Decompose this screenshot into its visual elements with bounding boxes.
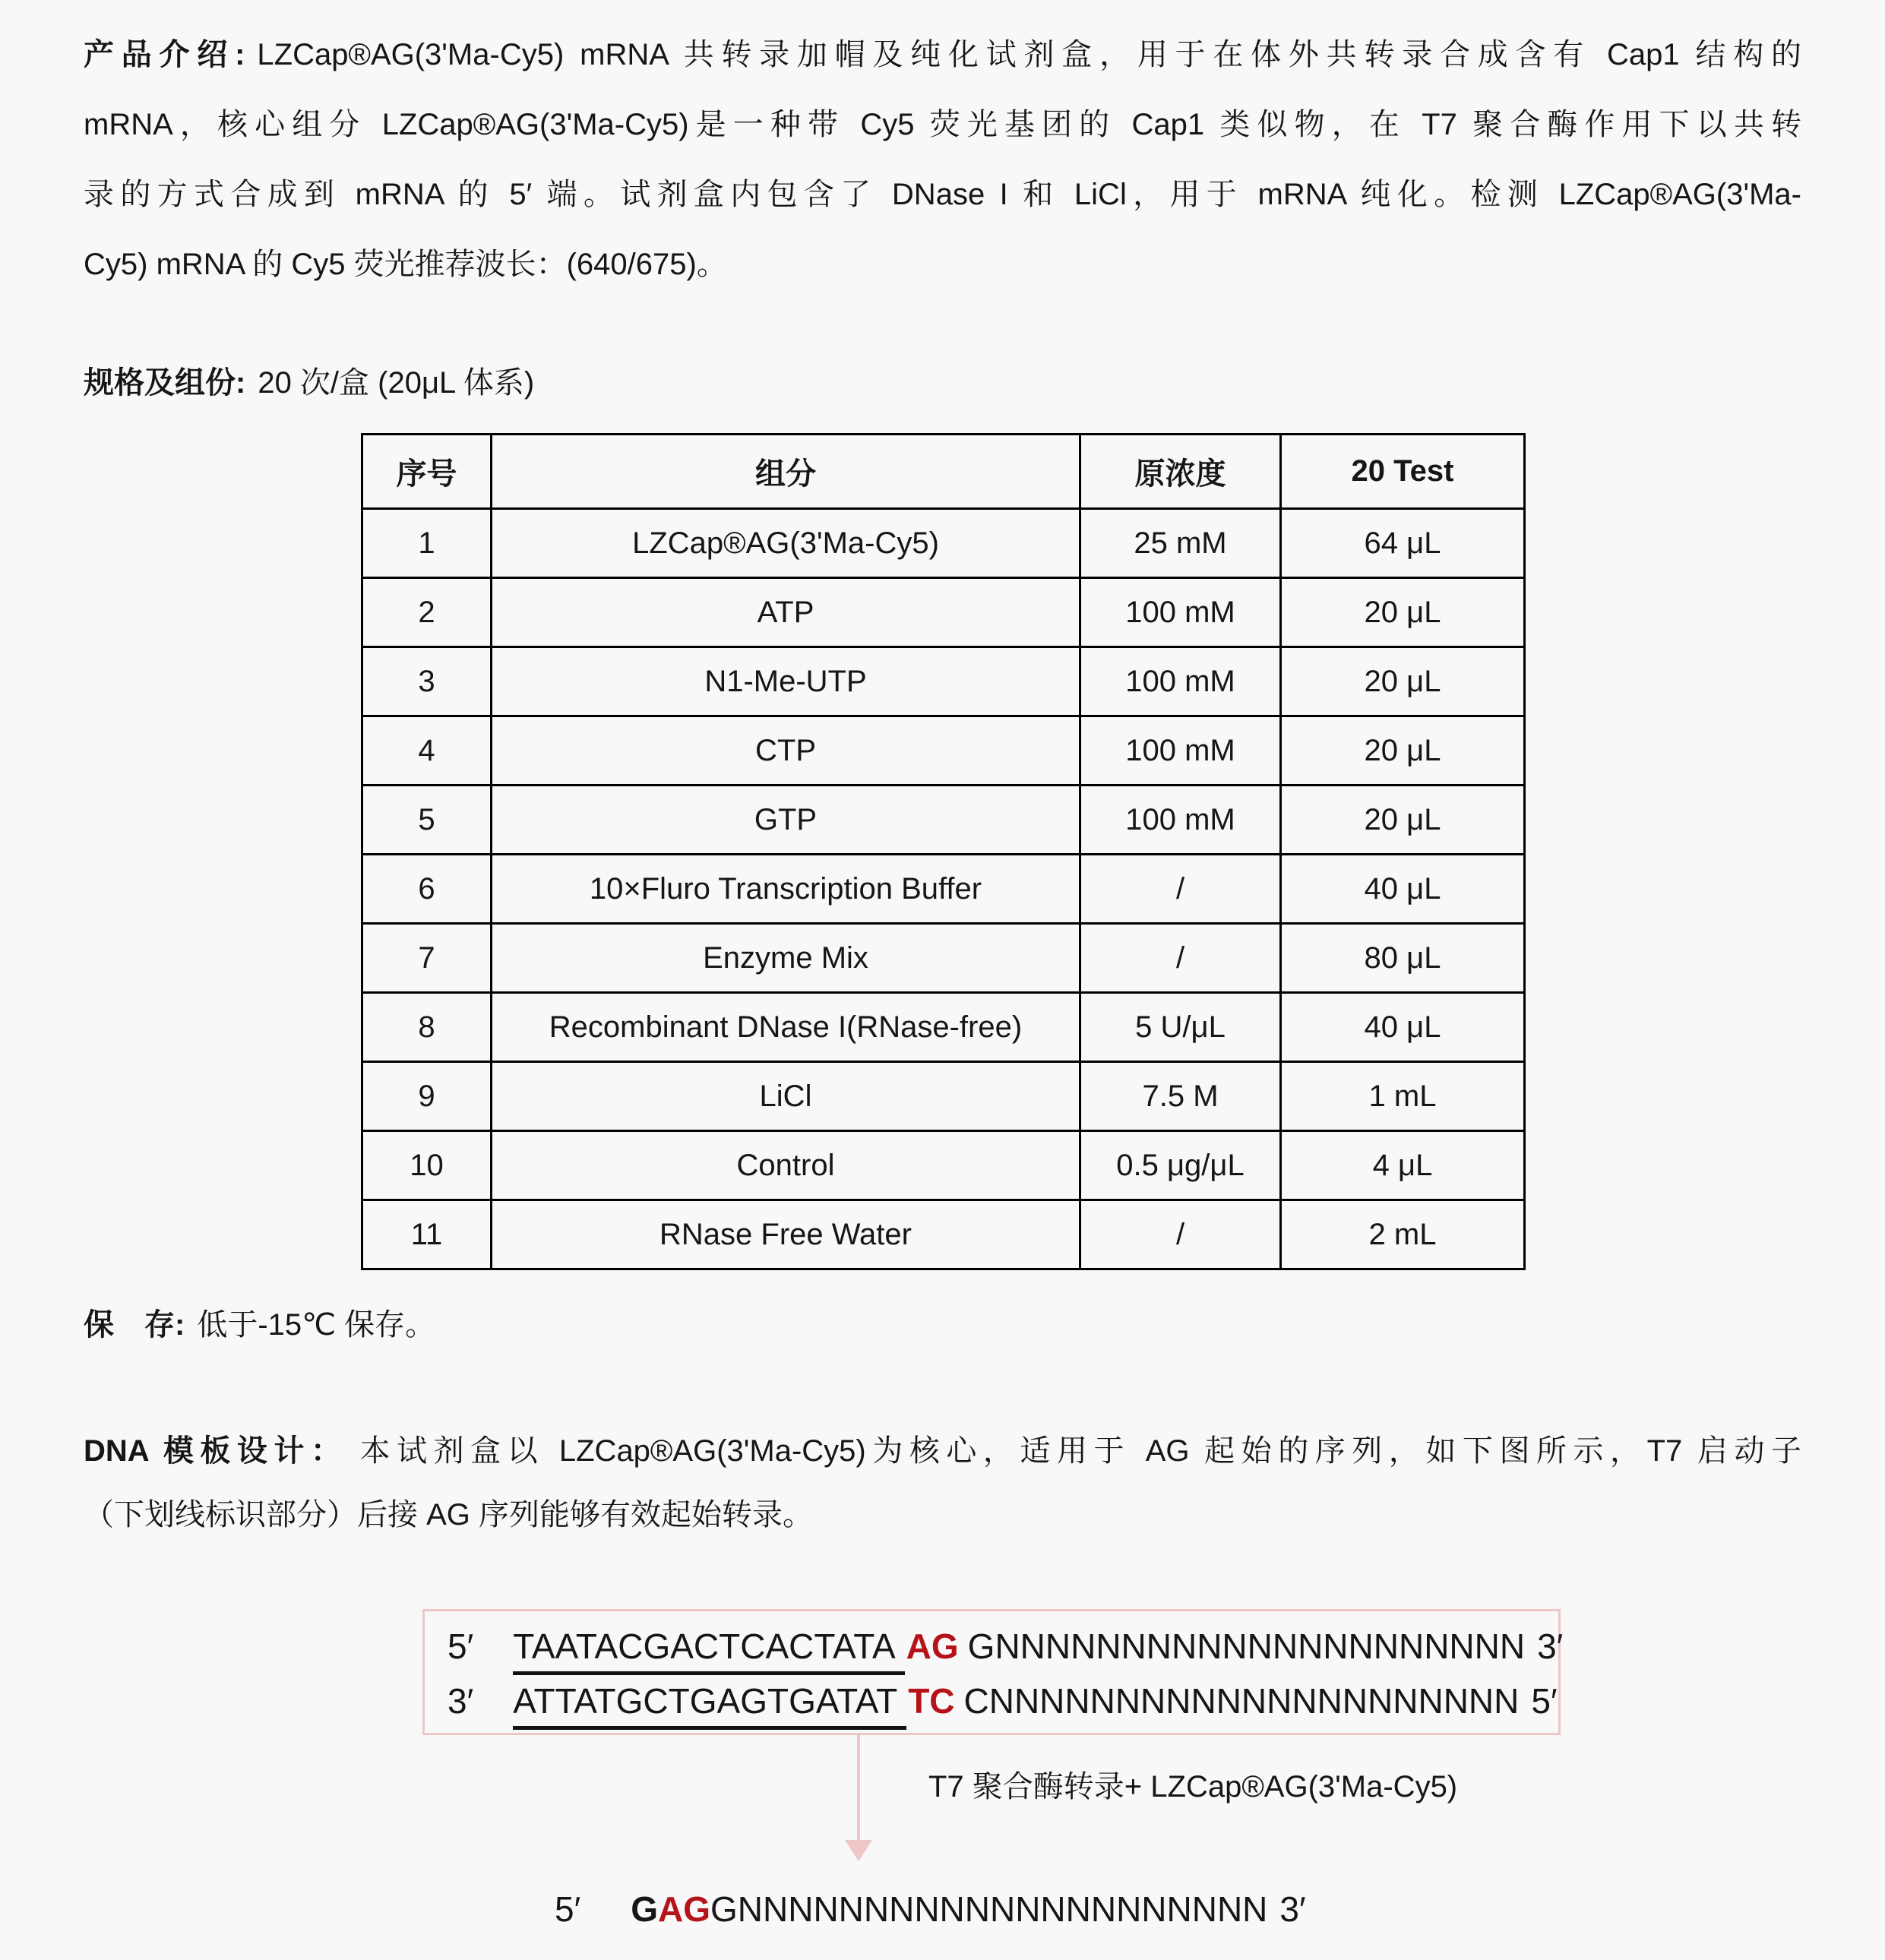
table-cell: 8 xyxy=(362,993,492,1062)
sense-ag-highlight: AG xyxy=(906,1626,959,1666)
table-row xyxy=(362,578,1525,647)
table-cell: 25 mM xyxy=(1080,509,1281,578)
dna-template-paragraph xyxy=(84,1419,1801,1547)
intro-label: 产品介绍: xyxy=(84,38,245,71)
product-intro-paragraph xyxy=(84,20,1801,299)
dna-line-2: （下划线标识部分）后接 AG 序列能够有效起始转录。 xyxy=(84,1498,814,1532)
components-table xyxy=(361,433,1526,1270)
table-cell: 100 mM xyxy=(1080,716,1281,786)
table-row xyxy=(362,509,1525,578)
table-cell: 20 μL xyxy=(1281,578,1525,647)
table-cell: 1 xyxy=(362,509,492,578)
spec-heading-line xyxy=(84,360,1801,406)
table-header-2: 原浓度 xyxy=(1080,435,1281,509)
spec-label: 规格及组份: xyxy=(84,366,246,400)
table-cell: / xyxy=(1080,924,1281,993)
table-cell: GTP xyxy=(492,786,1080,855)
dna-line-1-text: 本试剂盒以 LZCap®AG(3'Ma-Cy5)为核心，适用于 AG 起始的序列，如下图所示，T7 启动子 xyxy=(359,1434,1802,1468)
table-cell: 40 μL xyxy=(1281,993,1525,1062)
table-cell: 7.5 M xyxy=(1080,1062,1281,1131)
table-cell: LZCap®AG(3'Ma-Cy5) xyxy=(492,509,1080,578)
table-cell: Recombinant DNase I(RNase-free) xyxy=(492,993,1080,1062)
sequence-box xyxy=(422,1609,1564,1735)
product-5prime-tag: 5′ xyxy=(555,1889,581,1929)
product-3prime-tag: 3′ xyxy=(1279,1889,1306,1929)
antisense-5prime-tag: 5′ xyxy=(1531,1681,1558,1721)
antisense-strand-row xyxy=(448,1674,1558,1728)
table-cell: 4 μL xyxy=(1281,1131,1525,1200)
dna-label: DNA 模板设计： xyxy=(84,1434,348,1468)
transcription-arrow-label: T7 聚合酶转录+ LZCap®AG(3'Ma-Cy5) xyxy=(928,1770,1458,1804)
sense-5prime-tag: 5′ xyxy=(448,1626,474,1666)
table-row xyxy=(362,647,1525,716)
table-cell: 2 xyxy=(362,578,492,647)
storage-line xyxy=(84,1307,1801,1343)
table-cell: 1 mL xyxy=(1281,1062,1525,1131)
table-cell: 5 xyxy=(362,786,492,855)
table-cell: 9 xyxy=(362,1062,492,1131)
dna-line-1 xyxy=(84,1419,1801,1483)
table-row xyxy=(362,924,1525,993)
table-cell: / xyxy=(1080,855,1281,924)
spec-text: 20 次/盒 (20μL 体系) xyxy=(258,366,535,400)
table-cell: ATP xyxy=(492,578,1080,647)
table-cell: / xyxy=(1080,1200,1281,1269)
antisense-tc-highlight: TC xyxy=(908,1681,955,1721)
table-header-1: 组分 xyxy=(492,435,1080,509)
table-cell: 5 U/μL xyxy=(1080,993,1281,1062)
t7-promoter-sense: TAATACGACTCACTATA xyxy=(513,1626,904,1675)
components-table-body xyxy=(362,509,1525,1269)
table-cell: 80 μL xyxy=(1281,924,1525,993)
table-cell: 40 μL xyxy=(1281,855,1525,924)
table-cell: 100 mM xyxy=(1080,578,1281,647)
table-cell: 6 xyxy=(362,855,492,924)
table-cell: Enzyme Mix xyxy=(492,924,1080,993)
table-row xyxy=(362,1131,1525,1200)
intro-line-1 xyxy=(84,20,1801,90)
transcription-arrow-line xyxy=(857,1735,860,1841)
table-cell: RNase Free Water xyxy=(492,1200,1080,1269)
table-row xyxy=(362,1062,1525,1131)
product-sequence-rest: GNNNNNNNNNNNNNNNNNNNNN xyxy=(710,1889,1268,1929)
product-sequence-line xyxy=(555,1889,1306,1930)
dna-diagram xyxy=(84,1609,1801,1960)
table-cell: CTP xyxy=(492,716,1080,786)
intro-line-4: Cy5) mRNA 的 Cy5 荧光推荐波长：(640/675)。 xyxy=(84,248,727,281)
table-cell: N1-Me-UTP xyxy=(492,647,1080,716)
table-cell: 10×Fluro Transcription Buffer xyxy=(492,855,1080,924)
table-header-row xyxy=(362,435,1525,509)
table-row xyxy=(362,855,1525,924)
table-cell: 3 xyxy=(362,647,492,716)
product-ag-highlight: AG xyxy=(658,1889,710,1929)
table-cell: 20 μL xyxy=(1281,647,1525,716)
table-cell: 11 xyxy=(362,1200,492,1269)
antisense-3prime-tag: 3′ xyxy=(448,1681,474,1721)
transcription-arrow-head-icon xyxy=(845,1840,872,1861)
table-row xyxy=(362,716,1525,786)
table-cell: 100 mM xyxy=(1080,647,1281,716)
table-cell: Control xyxy=(492,1131,1080,1200)
sense-3prime-tag: 3′ xyxy=(1537,1626,1564,1666)
t7-promoter-antisense: ATTATGCTGAGTGATAT xyxy=(513,1681,906,1730)
table-cell: 20 μL xyxy=(1281,786,1525,855)
storage-text: 低于-15℃ 保存。 xyxy=(197,1308,436,1342)
table-cell: 7 xyxy=(362,924,492,993)
table-cell: 0.5 μg/μL xyxy=(1080,1131,1281,1200)
intro-line-3: 录的方式合成到 mRNA 的 5′ 端。试剂盒内包含了 DNase I 和 LiCl，用于 mRNA 纯化。检测 LZCap®AG(3'Ma- xyxy=(84,178,1801,211)
table-row xyxy=(362,993,1525,1062)
table-cell: 4 xyxy=(362,716,492,786)
table-cell: 2 mL xyxy=(1281,1200,1525,1269)
table-row xyxy=(362,1200,1525,1269)
intro-line-2: mRNA，核心组分 LZCap®AG(3'Ma-Cy5)是一种带 Cy5 荧光基团的 Cap1 类似物，在 T7 聚合酶作用下以共转 xyxy=(84,108,1801,141)
table-header-0: 序号 xyxy=(362,435,492,509)
sense-strand-row xyxy=(448,1619,1564,1674)
product-cap-g: G xyxy=(631,1889,658,1929)
table-cell: 20 μL xyxy=(1281,716,1525,786)
antisense-sequence-rest: CNNNNNNNNNNNNNNNNNNNNN xyxy=(963,1681,1520,1721)
intro-line-1-text: LZCap®AG(3'Ma-Cy5) mRNA 共转录加帽及纯化试剂盒，用于在体外共转录合成含有 Cap1 结构的 xyxy=(257,38,1801,71)
table-cell: 10 xyxy=(362,1131,492,1200)
table-cell: LiCl xyxy=(492,1062,1080,1131)
table-cell: 64 μL xyxy=(1281,509,1525,578)
table-header-3: 20 Test xyxy=(1281,435,1525,509)
table-row xyxy=(362,786,1525,855)
storage-label: 保 存: xyxy=(84,1308,185,1342)
table-cell: 100 mM xyxy=(1080,786,1281,855)
sense-sequence-rest: GNNNNNNNNNNNNNNNNNNNNN xyxy=(967,1626,1526,1666)
